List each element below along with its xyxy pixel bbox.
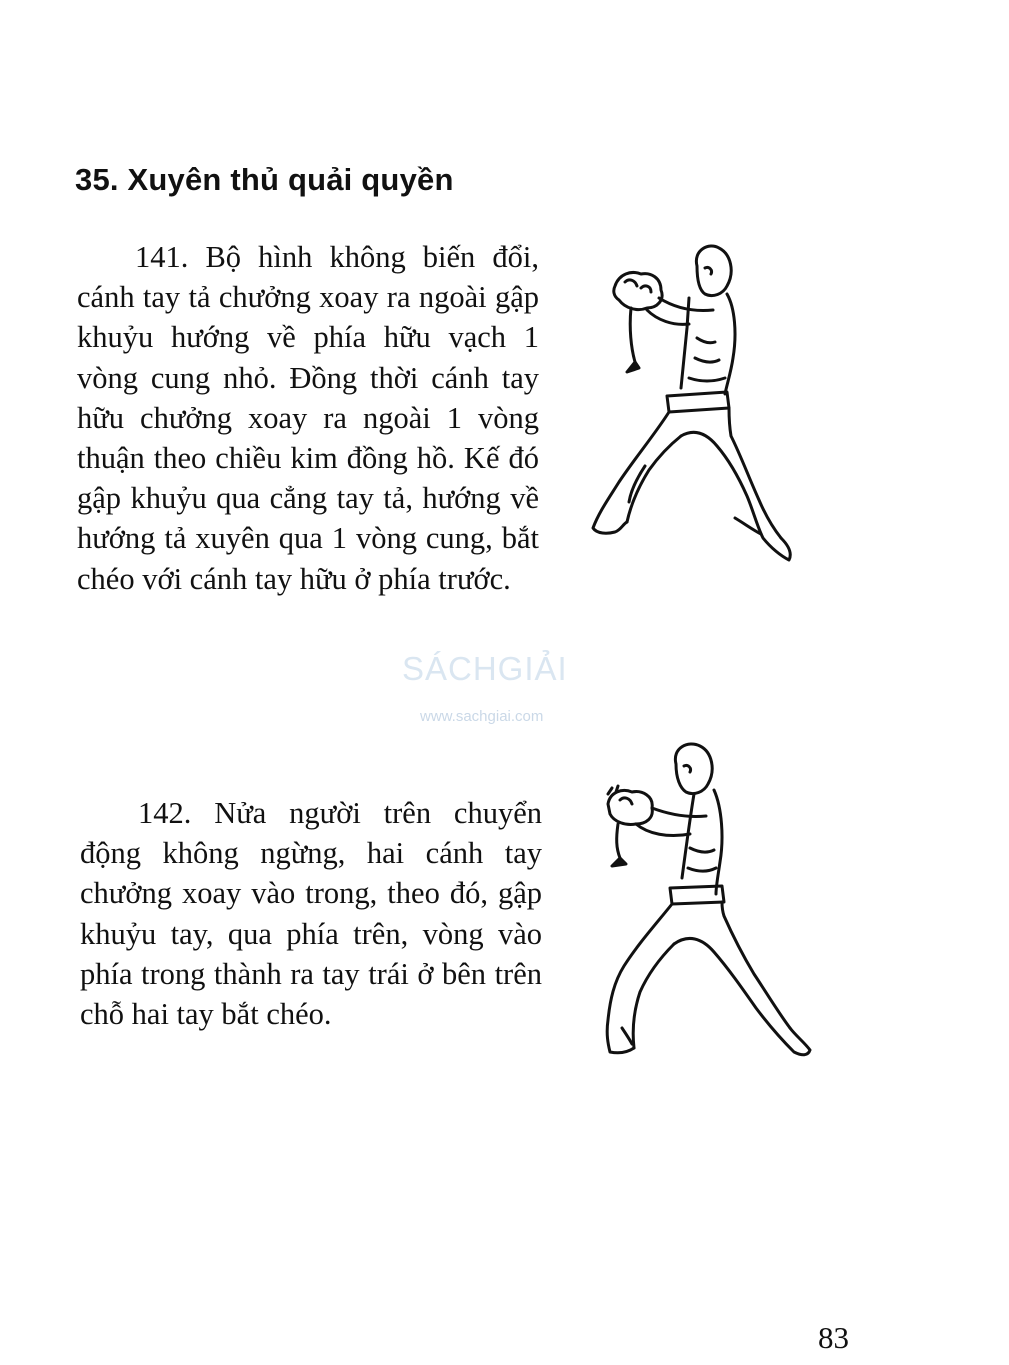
page-number: 83: [818, 1320, 849, 1355]
section-title: 35. Xuyên thủ quải quyền: [75, 162, 454, 197]
watermark-logo: SÁCHGIẢI: [402, 650, 568, 687]
martial-arts-figure-141-icon: [585, 238, 800, 578]
paragraph-141: 141. Bộ hình không biến đổi, cánh tay tả chưởng xoay ra ngoài gập khuỷu hướng về phía hữu vạch 1 vòng cung nhỏ. Đồng thời cánh tay hữu chưởng xoay ra ngoài 1 vòng thuận theo chiều kim đồng hồ. Kế đó gập khuỷu qua cẳng tay tả, hướng về hướng tả xuyên qua 1 vòng cung, bắt chéo với cánh tay hữu ở phía trước.: [77, 240, 539, 596]
martial-arts-figure-142-icon: [598, 738, 813, 1068]
watermark-url: www.sachgiai.com: [420, 708, 544, 725]
paragraph-142: 142. Nửa người trên chuyển động không ngừng, hai cánh tay chưởng xoay vào trong, theo đó, gập khuỷu tay, qua phía trên, vòng vào phía trong thành ra tay trái ở bên trên chỗ hai tay bắt chéo.: [80, 796, 542, 1032]
watermark: [402, 640, 607, 735]
